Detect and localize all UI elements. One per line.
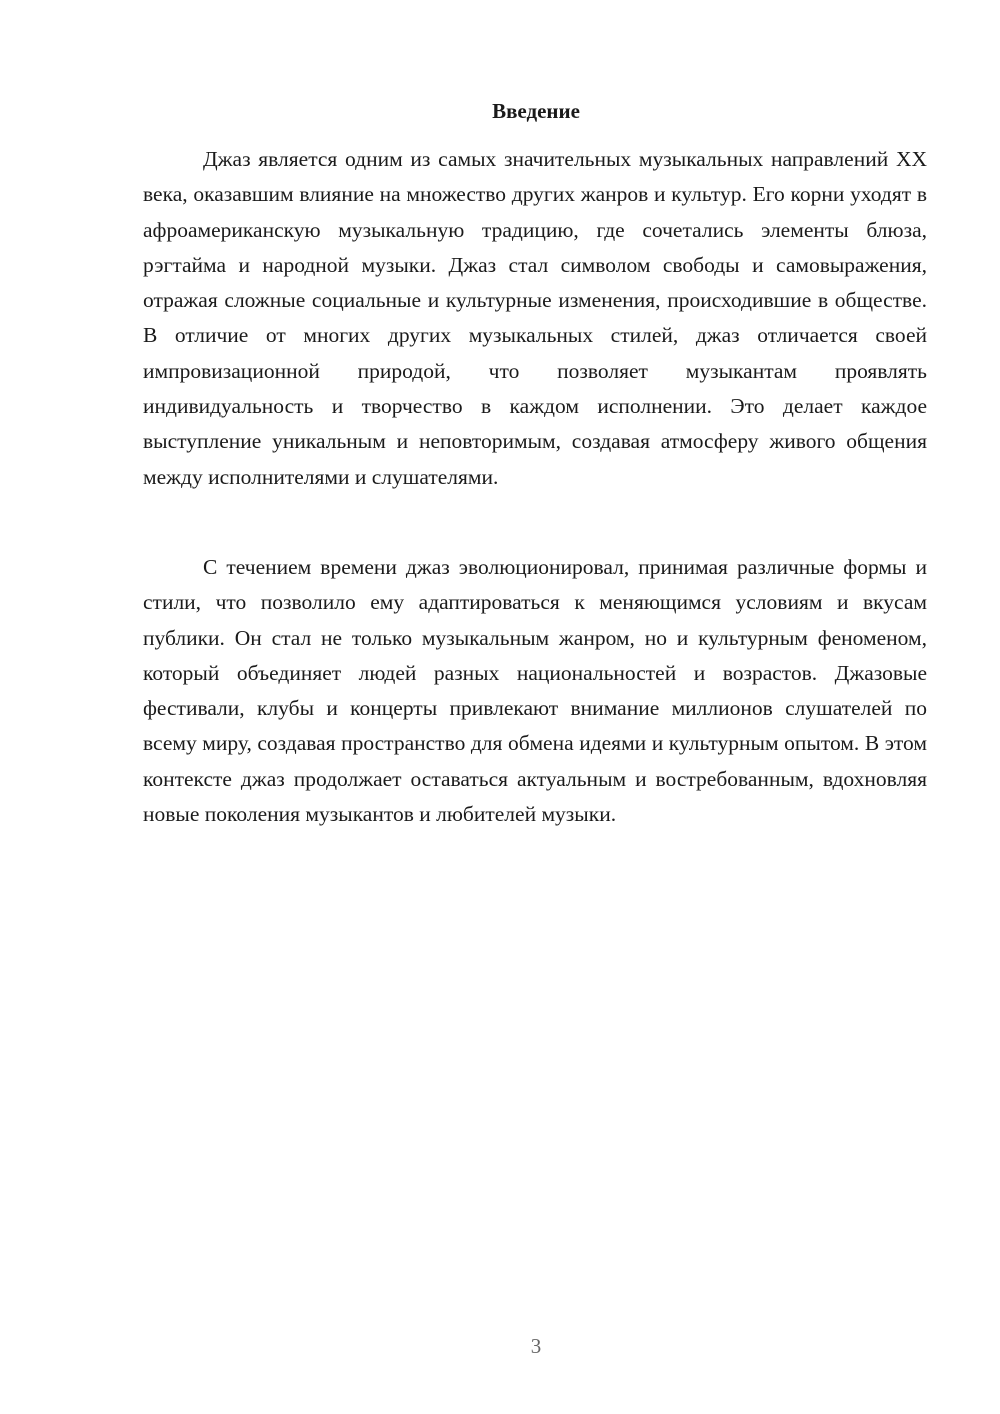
paragraph-2: С течением времени джаз эволюционировал, принимая различные формы и стили, что позволило ему адаптироваться к меняющимся условиям и вкусам публики. Он стал не только музыкальным жанром, но и культурным феноменом, который объединяет людей разных национальностей и возрастов. Джазовые фестивали, клубы и концерты привлекают внимание миллионов слушателей по всему миру, создавая пространство для обмена идеями и культурным опытом. В этом контексте джаз продолжает оставаться актуальным и востребованным, вдохновляя новые поколения музыкантов и любителей музыки. xyxy=(143,555,927,827)
paragraph-1: Джаз является одним из самых значительных музыкальных направлений XX века, оказавшим влияние на множество других жанров и культур. Его корни уходят в афроамериканскую музыкальную традицию, где сочетались элементы блюза, рэгтайма и народной музыки. Джаз стал символом свободы и самовыражения, отражая сложные социальные и культурные изменения, происходившие в обществе. В отличие от многих других музыкальных стилей, джаз отличается своей импровизационной природой, что позволяет музыкантам проявлять индивидуальность и творчество в каждом исполнении. Это делает каждое выступление уникальным и неповторимым, создавая атмосферу живого общения между исполнителями и слушателями. xyxy=(143,147,927,489)
section-heading: Введение xyxy=(492,99,580,123)
page-number: 3 xyxy=(530,1334,542,1358)
